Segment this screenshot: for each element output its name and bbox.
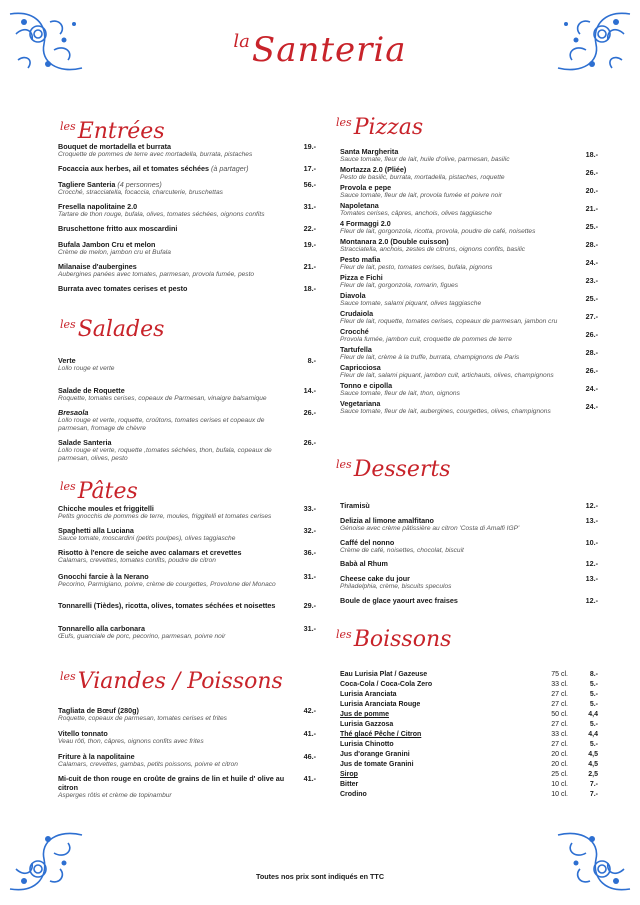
item-name: Burrata avec tomates cerises et pesto <box>58 284 188 293</box>
menu-item <box>340 596 598 605</box>
menu-item <box>340 574 598 591</box>
drink-price: 5.- <box>589 721 598 728</box>
item-description: Roquette, copeaux de parmesan, tomates cerises et frites <box>58 715 227 722</box>
item-description: Croquette de pommes de terre avec mortadella, burrata, pistaches <box>58 151 253 158</box>
drink-name: Lurisia Aranciata <box>340 691 397 698</box>
item-name: Santa Margherita <box>340 147 399 156</box>
item-name: Tartufella <box>340 345 372 354</box>
drink-name: Eau Lurisia Plat / Gazeuse <box>340 671 428 678</box>
item-name: Tonnarello alla carbonara <box>58 624 145 633</box>
drink-row <box>340 741 598 751</box>
drink-price: 5.- <box>589 681 598 688</box>
item-price: 28.- <box>585 240 598 249</box>
restaurant-logo <box>0 30 640 70</box>
item-description: Sauce tomate, moscardini (petits poulpes), olives taggiasche <box>58 535 236 542</box>
item-price: 12.- <box>585 559 598 568</box>
item-name-note: (4 personnes) <box>117 180 162 189</box>
drink-volume: 33 cl. <box>551 731 568 738</box>
item-price: 12.- <box>585 501 598 510</box>
drink-row <box>340 711 598 721</box>
item-description: Crème de melon, jambon cru et Bufala <box>58 249 171 256</box>
drink-row <box>340 701 598 711</box>
menu-item <box>58 386 316 403</box>
item-description: Crocché, stracciatella, focaccia, charcuterie, bruschettas <box>58 189 223 196</box>
drink-name: Coca-Cola / Coca-Cola Zero <box>340 681 433 688</box>
item-description: Lollo rouge et verte, roquette ,tomates séchées, thon, bufala, copeaux de parmesan, olives, pesto <box>58 447 272 463</box>
item-name-text: Tagliere Santeria <box>58 180 116 189</box>
item-name: Pizza e Fichi <box>340 273 383 282</box>
menu-item <box>58 408 316 434</box>
item-price: 12.- <box>585 596 598 605</box>
item-description: Sauce tomate, salami piquant, olives taggiasche <box>340 300 482 307</box>
item-description: Tartare de thon rouge, bufala, olives, tomates séchées, oignons confits <box>58 211 265 218</box>
item-name: Vitello tonnato <box>58 729 108 738</box>
item-price: 26.- <box>585 330 598 339</box>
item-description: Sauce tomate, fleur de lait, provola fumée et poivre noir <box>340 192 503 199</box>
menu-item <box>58 202 316 219</box>
menu-item <box>340 309 598 326</box>
item-name: Cheese cake du jour <box>340 574 410 583</box>
section-title-text: Pizzas <box>353 115 424 140</box>
menu-item <box>58 262 316 279</box>
item-name: 4 Formaggi 2.0 <box>340 219 391 228</box>
section-prefix: les <box>60 670 76 683</box>
menu-item <box>58 164 316 173</box>
item-price: 10.- <box>585 538 598 547</box>
item-price: 31.- <box>303 572 316 581</box>
menu-item <box>58 180 316 197</box>
drink-name: Crodino <box>340 791 367 798</box>
item-description: Philadelphia, crème, biscuits speculos <box>340 583 452 590</box>
item-price: 26.- <box>303 438 316 447</box>
item-name: Tiramisù <box>340 501 370 510</box>
section-title-viandes <box>60 664 283 695</box>
menu-item <box>340 147 598 164</box>
drink-price: 5.- <box>589 741 598 748</box>
item-name: Delizia al limone amalfitano <box>340 516 434 525</box>
item-price: 22.- <box>303 224 316 233</box>
menu-item <box>340 399 598 416</box>
drink-row <box>340 761 598 771</box>
item-name-note: (à partager) <box>211 164 249 173</box>
section-title-text: Boissons <box>353 627 452 652</box>
drink-row <box>340 791 598 801</box>
section-prefix: les <box>336 628 352 641</box>
item-description: Fleur de lait, roquette, tomates cerises, copeaux de parmesan, jambon cru <box>340 318 558 325</box>
item-name: Babà al Rhum <box>340 559 388 568</box>
drink-volume: 33 cl. <box>551 681 568 688</box>
item-name: Salade de Roquette <box>58 386 125 395</box>
item-price: 26.- <box>585 168 598 177</box>
item-description: Fleur de lait, crème à la truffe, burrata, champignons de Paris <box>340 354 520 361</box>
item-name: Vegetariana <box>340 399 381 408</box>
menu-item <box>340 201 598 218</box>
item-name: Bufala Jambon Cru et melon <box>58 240 156 249</box>
item-name: Boule de glace yaourt avec fraises <box>340 596 458 605</box>
item-price: 28.- <box>585 348 598 357</box>
section-prefix: les <box>336 116 352 129</box>
item-price: 19.- <box>303 240 316 249</box>
drink-name: Jus de pomme <box>340 711 390 718</box>
item-description: Pecorino, Parmigiano, poivre, crème de courgettes, Provolone del Monaco <box>58 581 276 588</box>
drink-volume: 10 cl. <box>551 781 568 788</box>
item-price: 27.- <box>585 312 598 321</box>
item-price: 31.- <box>303 624 316 633</box>
section-prefix: les <box>60 318 76 331</box>
item-price: 56.- <box>303 180 316 189</box>
drink-price: 5.- <box>589 691 598 698</box>
item-name: Montanara 2.0 (Double cuisson) <box>340 237 449 246</box>
floral-ornament-icon <box>4 815 88 899</box>
drink-volume: 27 cl. <box>551 721 568 728</box>
item-description: Génoise avec crème pâtissière au citron 'Costa di Amalfi IGP' <box>340 525 520 532</box>
menu-item <box>340 363 598 380</box>
section-title-pizzas <box>336 110 423 141</box>
section-title-boissons <box>336 622 451 653</box>
item-name: Tonnarelli (Tièdes), ricotta, olives, tomates séchées et noisettes <box>58 601 276 610</box>
drink-name: Thé glacé Pêche / Citron <box>340 731 422 738</box>
drink-volume: 20 cl. <box>551 761 568 768</box>
drink-price: 7.- <box>589 791 598 798</box>
item-name <box>58 164 316 173</box>
item-price: 32.- <box>303 526 316 535</box>
item-price: 17.- <box>303 164 316 173</box>
menu-item <box>340 501 598 510</box>
section-title-pates <box>60 474 138 505</box>
item-name: Crocché <box>340 327 369 336</box>
drink-row <box>340 681 598 691</box>
item-price: 21.- <box>585 204 598 213</box>
menu-item <box>340 165 598 182</box>
drink-volume: 27 cl. <box>551 741 568 748</box>
menu-item <box>58 729 316 746</box>
item-name: Provola e pepe <box>340 183 392 192</box>
item-price: 25.- <box>585 222 598 231</box>
drink-volume: 75 cl. <box>551 671 568 678</box>
item-name: Tonno e cipolla <box>340 381 393 390</box>
item-price: 13.- <box>585 574 598 583</box>
section-prefix: les <box>60 120 76 133</box>
section-title-desserts <box>336 452 451 483</box>
item-price: 21.- <box>303 262 316 271</box>
drink-row <box>340 721 598 731</box>
menu-item <box>58 601 316 610</box>
drink-price: 2,5 <box>588 771 598 778</box>
item-description: Sauce tomate, fleur de lait, huile d'olive, parmesan, basilic <box>340 156 510 163</box>
price-footnote: Toutes nos prix sont indiqués en TTC <box>255 872 385 881</box>
item-price: 31.- <box>303 202 316 211</box>
menu-item <box>340 345 598 362</box>
menu-item <box>58 752 316 769</box>
item-price: 25.- <box>585 294 598 303</box>
drink-name: Sirop <box>340 771 358 778</box>
drink-name: Bitter <box>340 781 359 788</box>
item-description: Provola fumée, jambon cuit, croquette de pommes de terre <box>340 336 512 343</box>
item-price: 18.- <box>303 284 316 293</box>
drink-volume: 27 cl. <box>551 701 568 708</box>
menu-item <box>340 327 598 344</box>
menu-item <box>58 356 316 373</box>
item-description: Calamars, crevettes, tomates confits, poudre de citron <box>58 557 216 564</box>
item-price: 20.- <box>585 186 598 195</box>
drink-price: 4,4 <box>588 731 598 738</box>
section-title-text: Pâtes <box>77 479 138 504</box>
item-name: Bouquet de mortadella et burrata <box>58 142 172 151</box>
item-description: Aubergines panées avec tomates, parmesan, provola fumée, pesto <box>58 271 255 278</box>
item-description: Pesto de basilic, burrata, mortadella, pistaches, roquette <box>340 174 505 181</box>
item-price: 29.- <box>303 601 316 610</box>
item-name: Caffé del nonno <box>340 538 395 547</box>
drink-name: Jus de tomate Granini <box>340 761 414 768</box>
drink-row <box>340 771 598 781</box>
drink-price: 7.- <box>589 781 598 788</box>
item-price: 24.- <box>585 402 598 411</box>
drink-row <box>340 781 598 791</box>
menu-item <box>58 284 316 293</box>
drink-name: Lurisia Aranciata Rouge <box>340 701 421 708</box>
item-name: Bresaola <box>58 408 89 417</box>
item-price: 23.- <box>585 276 598 285</box>
menu-item <box>340 291 598 308</box>
item-description: Lollo rouge et verte <box>58 365 115 372</box>
item-price: 14.- <box>303 386 316 395</box>
menu-item <box>340 538 598 555</box>
item-description: Tomates cerises, câpres, anchois, olives taggiasche <box>340 210 492 217</box>
drink-volume: 10 cl. <box>551 791 568 798</box>
drink-row <box>340 731 598 741</box>
drink-price: 5.- <box>589 701 598 708</box>
menu-item <box>340 516 598 533</box>
menu-item <box>340 237 598 254</box>
item-name: Gnocchi farcie à la Nerano <box>58 572 149 581</box>
item-name: Pesto mafia <box>340 255 381 264</box>
menu-item <box>340 381 598 398</box>
section-title-text: Entrées <box>77 119 165 144</box>
item-name: Napoletana <box>340 201 379 210</box>
menu-item <box>58 504 316 521</box>
menu-item <box>58 774 316 800</box>
menu-item <box>58 438 316 464</box>
drink-price: 4,5 <box>588 751 598 758</box>
item-name: Tagliata de Bœuf (280g) <box>58 706 139 715</box>
item-name: Mi-cuit de thon rouge en croûte de grains de lin et huile d' olive au citron <box>58 774 285 792</box>
logo-name: Santeria <box>251 30 407 70</box>
drink-name: Lurisia Chinotto <box>340 741 394 748</box>
item-name: Bruschettone fritto aux moscardini <box>58 224 178 233</box>
item-price: 33.- <box>303 504 316 513</box>
floral-ornament-icon <box>552 815 636 899</box>
item-price: 26.- <box>585 366 598 375</box>
item-price: 26.- <box>303 408 316 417</box>
item-description: Asperges rôtis et crème de topinambur <box>58 792 172 799</box>
drink-price: 4,5 <box>588 761 598 768</box>
item-name: Crudaiola <box>340 309 374 318</box>
item-name: Spaghetti alla Luciana <box>58 526 134 535</box>
drink-row <box>340 751 598 761</box>
drink-volume: 25 cl. <box>551 771 568 778</box>
item-name: Fresella napolitaine 2.0 <box>58 202 138 211</box>
logo-prefix: la <box>233 31 250 52</box>
menu-item <box>340 559 598 568</box>
item-description: Fleur de lait, gorgonzola, romarin, figues <box>340 282 459 289</box>
menu-item <box>58 240 316 257</box>
menu-item <box>340 273 598 290</box>
item-description: Petits gnocchis de pommes de terre, moules, friggitelli et tomates cerises <box>58 513 272 520</box>
item-description: Veau rôti, thon, câpres, oignons confits avec frites <box>58 738 204 745</box>
drink-volume: 20 cl. <box>551 751 568 758</box>
item-name: Salade Santeria <box>58 438 112 447</box>
item-price: 46.- <box>303 752 316 761</box>
menu-item <box>340 183 598 200</box>
section-title-text: Viandes / Poissons <box>77 669 283 694</box>
menu-item <box>58 706 316 723</box>
item-name: Risotto à l'encre de seiche avec calamars et crevettes <box>58 548 242 557</box>
item-name-text: Focaccia aux herbes, ail et tomates séchées <box>58 164 210 173</box>
item-description: Fleur de lait, pesto, tomates cerises, bufala, pignons <box>340 264 493 271</box>
item-name: Chicche moules et friggitelli <box>58 504 154 513</box>
item-price: 41.- <box>303 729 316 738</box>
drink-price: 4,4 <box>588 711 598 718</box>
drink-volume: 50 cl. <box>551 711 568 718</box>
menu-item <box>58 548 316 565</box>
item-name: Mortazza 2.0 (Pliée) <box>340 165 407 174</box>
item-description: Stracciatella, anchois, zestes de citrons, oignons confits, basilic <box>340 246 526 253</box>
item-description: Sauce tomate, fleur de lait, thon, oignons <box>340 390 460 397</box>
menu-item <box>58 224 316 233</box>
drink-row <box>340 691 598 701</box>
item-price: 41.- <box>303 774 316 783</box>
item-description: Fleur de lait, gorgonzola, ricotta, provola, poudre de café, noisettes <box>340 228 536 235</box>
item-price: 13.- <box>585 516 598 525</box>
item-name: Verte <box>58 356 76 365</box>
menu-item <box>340 255 598 272</box>
item-price: 42.- <box>303 706 316 715</box>
section-title-salades <box>60 312 164 343</box>
item-price: 19.- <box>303 142 316 151</box>
item-description: Crème de café, noisettes, chocolat, biscuit <box>340 547 464 554</box>
item-price: 36.- <box>303 548 316 557</box>
menu-item <box>58 526 316 543</box>
section-title-text: Salades <box>77 317 165 342</box>
item-description: Œufs, guanciale de porc, pecorino, parmesan, poivre noir <box>58 633 226 640</box>
menu-item <box>58 142 316 159</box>
item-price: 18.- <box>585 150 598 159</box>
drink-row <box>340 671 598 681</box>
item-name: Capricciosa <box>340 363 381 372</box>
section-title-entrees <box>60 114 165 145</box>
item-name: Friture à la napolitaine <box>58 752 135 761</box>
section-prefix: les <box>60 480 76 493</box>
menu-item <box>58 572 316 589</box>
item-name <box>58 180 316 189</box>
item-price: 8.- <box>307 356 316 365</box>
item-description: Lollo rouge et verte, roquette, croûtons, tomates cerises et copeaux de parmesan, fromage de chèvre <box>58 417 265 433</box>
item-description: Fleur de lait, salami piquant, jambon cuit, artichauts, olives, champignons <box>340 372 554 379</box>
section-title-text: Desserts <box>353 457 451 482</box>
item-name: Milanaise d'aubergines <box>58 262 137 271</box>
drink-name: Lurisia Gazzosa <box>340 721 394 728</box>
item-price: 24.- <box>585 258 598 267</box>
menu-item <box>58 624 316 641</box>
drink-price: 8.- <box>589 671 598 678</box>
item-price: 24.- <box>585 384 598 393</box>
drink-name: Jus d'orange Granini <box>340 751 410 758</box>
item-description: Calamars, crevettes, gambas, petits poissons, poivre et citron <box>58 761 238 768</box>
menu-item <box>340 219 598 236</box>
item-description: Sauce tomate, fleur de lait, aubergines, courgettes, olives, champignons <box>340 408 551 415</box>
item-name: Diavola <box>340 291 366 300</box>
item-description: Roquette, tomates cerises, copeaux de Parmesan, vinaigre balsamique <box>58 395 267 402</box>
section-prefix: les <box>336 458 352 471</box>
drink-volume: 27 cl. <box>551 691 568 698</box>
